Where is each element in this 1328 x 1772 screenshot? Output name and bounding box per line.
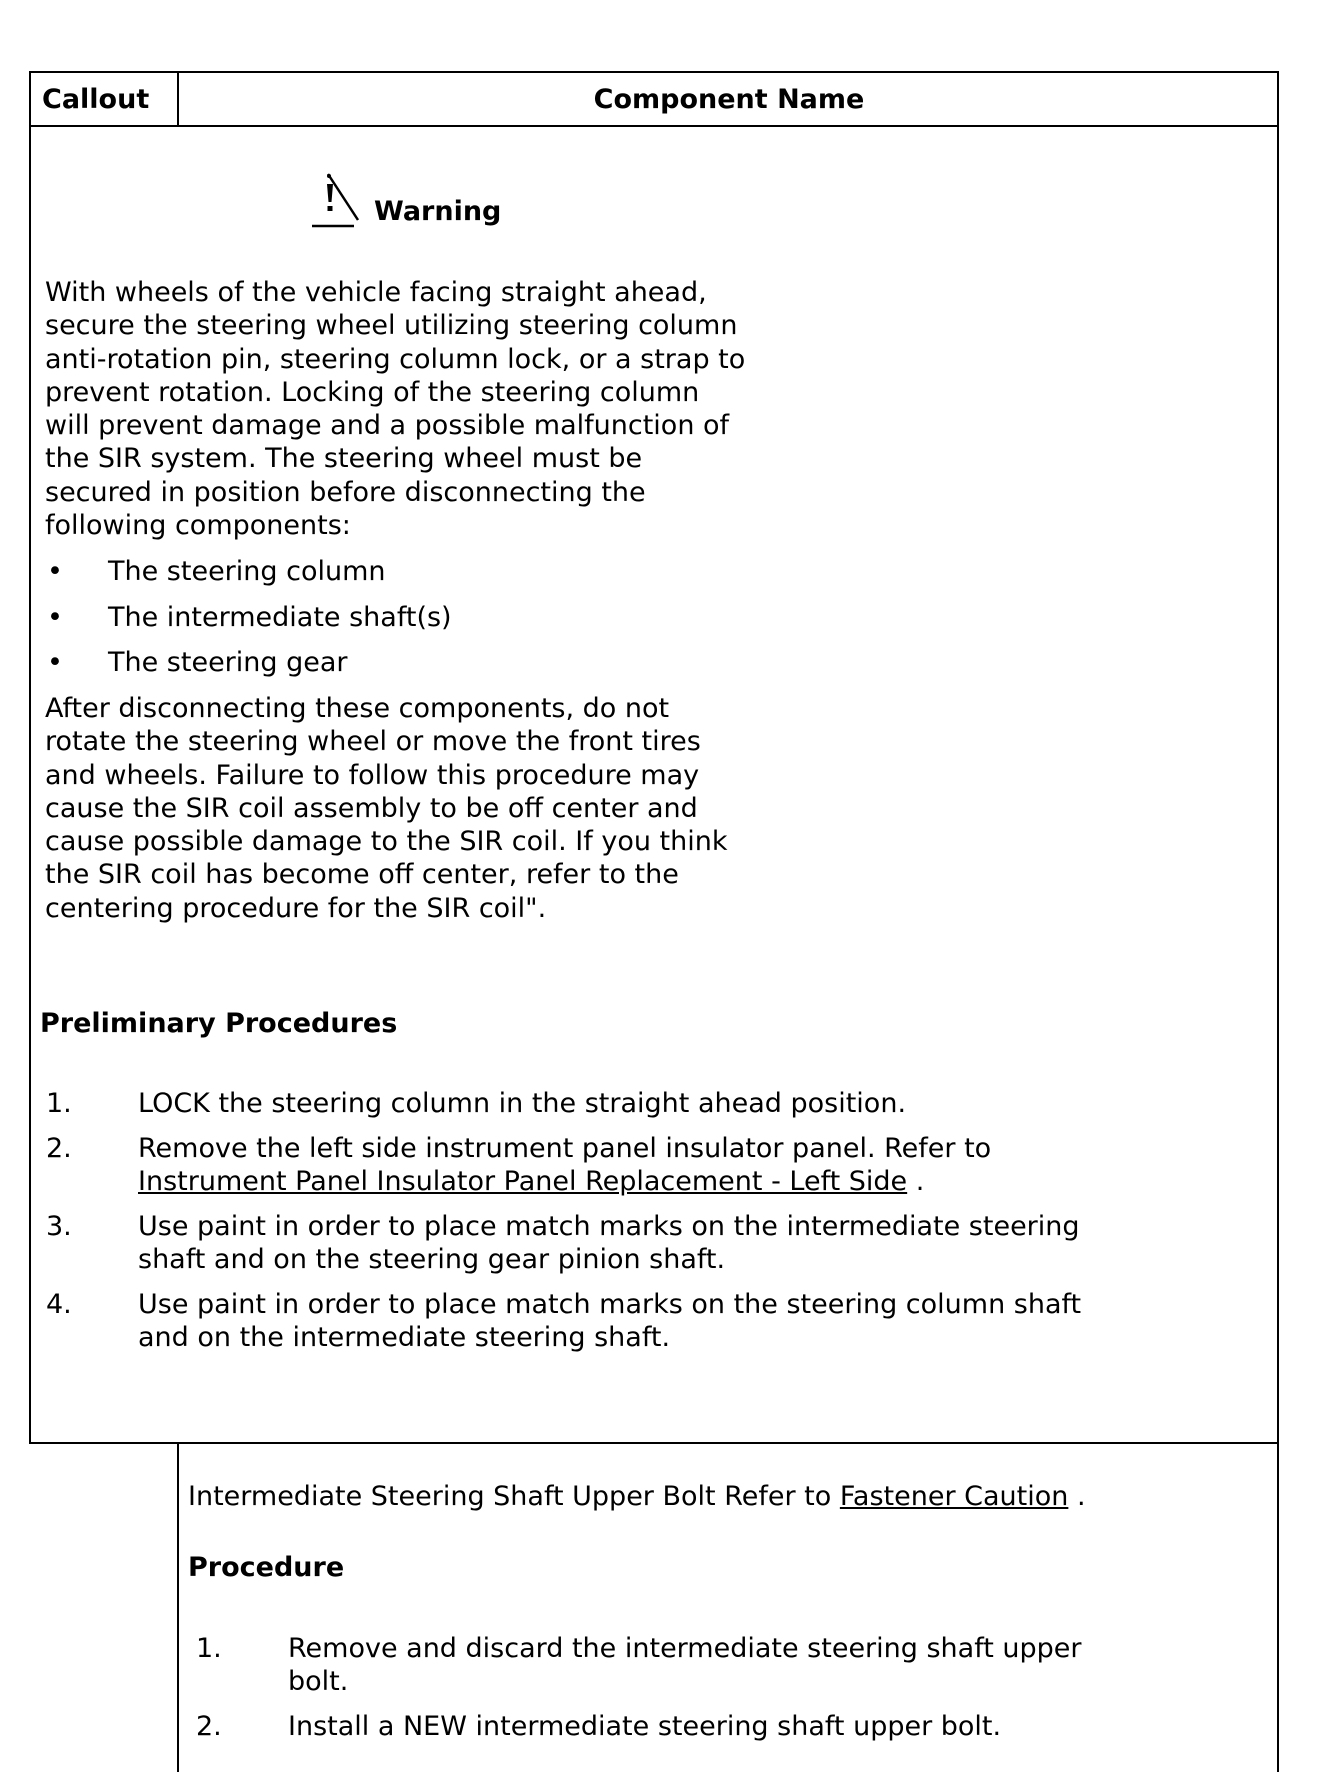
bullet-text: The steering column: [108, 556, 386, 587]
step-text: Install a NEW intermediate steering shaft upper bolt.: [288, 1711, 1002, 1743]
warning-after-paragraph: After disconnecting these components, do not rotate the steering wheel or move the front tires and wheels. Failure to follow this procedure may cause the SIR coil assembly to be off center and cause possible damage to the SIR coil. If you think the SIR coil has become off center, refer to the centering procedure for the SIR coil".: [45, 693, 728, 924]
step-text: LOCK the steering column in the straight ahead position.: [138, 1088, 907, 1119]
header-component-name: Component Name: [593, 84, 865, 115]
list-item: [46, 1087, 1106, 1120]
header-column-divider: [177, 71, 179, 127]
list-item: [196, 1710, 1096, 1743]
procedure-steps-list: [196, 1632, 1096, 1755]
list-item: [45, 601, 452, 647]
list-item: [45, 646, 452, 692]
row-divider: [29, 1442, 1279, 1444]
step-number: 2.: [196, 1711, 222, 1743]
list-item: [45, 555, 452, 601]
warning-triangle-icon: [310, 168, 366, 230]
step-text: Remove the left side instrument panel insulator panel. Refer to Instrument Panel Insulator Panel Replacement - Left Side .: [138, 1132, 992, 1198]
header-bottom-border: [29, 125, 1279, 127]
list-item: [46, 1210, 1106, 1277]
instrument-panel-insulator-link[interactable]: Instrument Panel Insulator Panel Replacement - Left Side: [138, 1166, 908, 1198]
warning-label: Warning: [374, 196, 502, 227]
step-number: 1.: [46, 1088, 72, 1119]
bullet-icon: •: [47, 556, 63, 587]
list-item: [196, 1632, 1096, 1699]
list-item: [46, 1132, 1106, 1199]
table-left-border: [29, 71, 31, 1444]
bullet-icon: •: [47, 601, 63, 633]
component-name-cell: Intermediate Steering Shaft Upper Bolt Refer to Fastener Caution .: [188, 1481, 1086, 1512]
preliminary-steps-list: [46, 1087, 1106, 1366]
table-top-border: [29, 71, 1279, 73]
preliminary-procedures-heading: Preliminary Procedures: [40, 1008, 398, 1039]
step-number: 4.: [46, 1288, 72, 1320]
fastener-caution-link[interactable]: Fastener Caution: [839, 1481, 1069, 1512]
step-number: 1.: [196, 1633, 222, 1664]
bullet-text: The intermediate shaft(s): [108, 601, 452, 633]
bullet-text: The steering gear: [108, 647, 348, 678]
step-text: Use paint in order to place match marks on the steering column shaft and on the intermediate steering shaft.: [138, 1288, 1082, 1354]
procedure-heading: Procedure: [188, 1552, 345, 1583]
table-right-border: [1277, 71, 1279, 1772]
row-column-divider: [177, 1442, 179, 1772]
step-number: 2.: [46, 1132, 72, 1164]
warning-paragraph: With wheels of the vehicle facing straight ahead, secure the steering wheel utilizing steering column anti-rotation pin, steering column lock, or a strap to prevent rotation. Locking of the steering column will prevent damage and a possible malfunction of the SIR system. The steering wheel must be secured in position before disconnecting the following components:: [45, 277, 746, 542]
bullet-icon: •: [47, 647, 63, 678]
step-text: Use paint in order to place match marks on the intermediate steering shaft and on the steering gear pinion shaft.: [138, 1210, 1080, 1276]
step-number: 3.: [46, 1210, 72, 1242]
warning-bullet-list: [45, 555, 452, 692]
header-callout: Callout: [42, 84, 150, 115]
warning-heading: [310, 168, 501, 230]
step-text: Remove and discard the intermediate steering shaft upper bolt.: [288, 1633, 1082, 1698]
list-item: [46, 1288, 1106, 1355]
